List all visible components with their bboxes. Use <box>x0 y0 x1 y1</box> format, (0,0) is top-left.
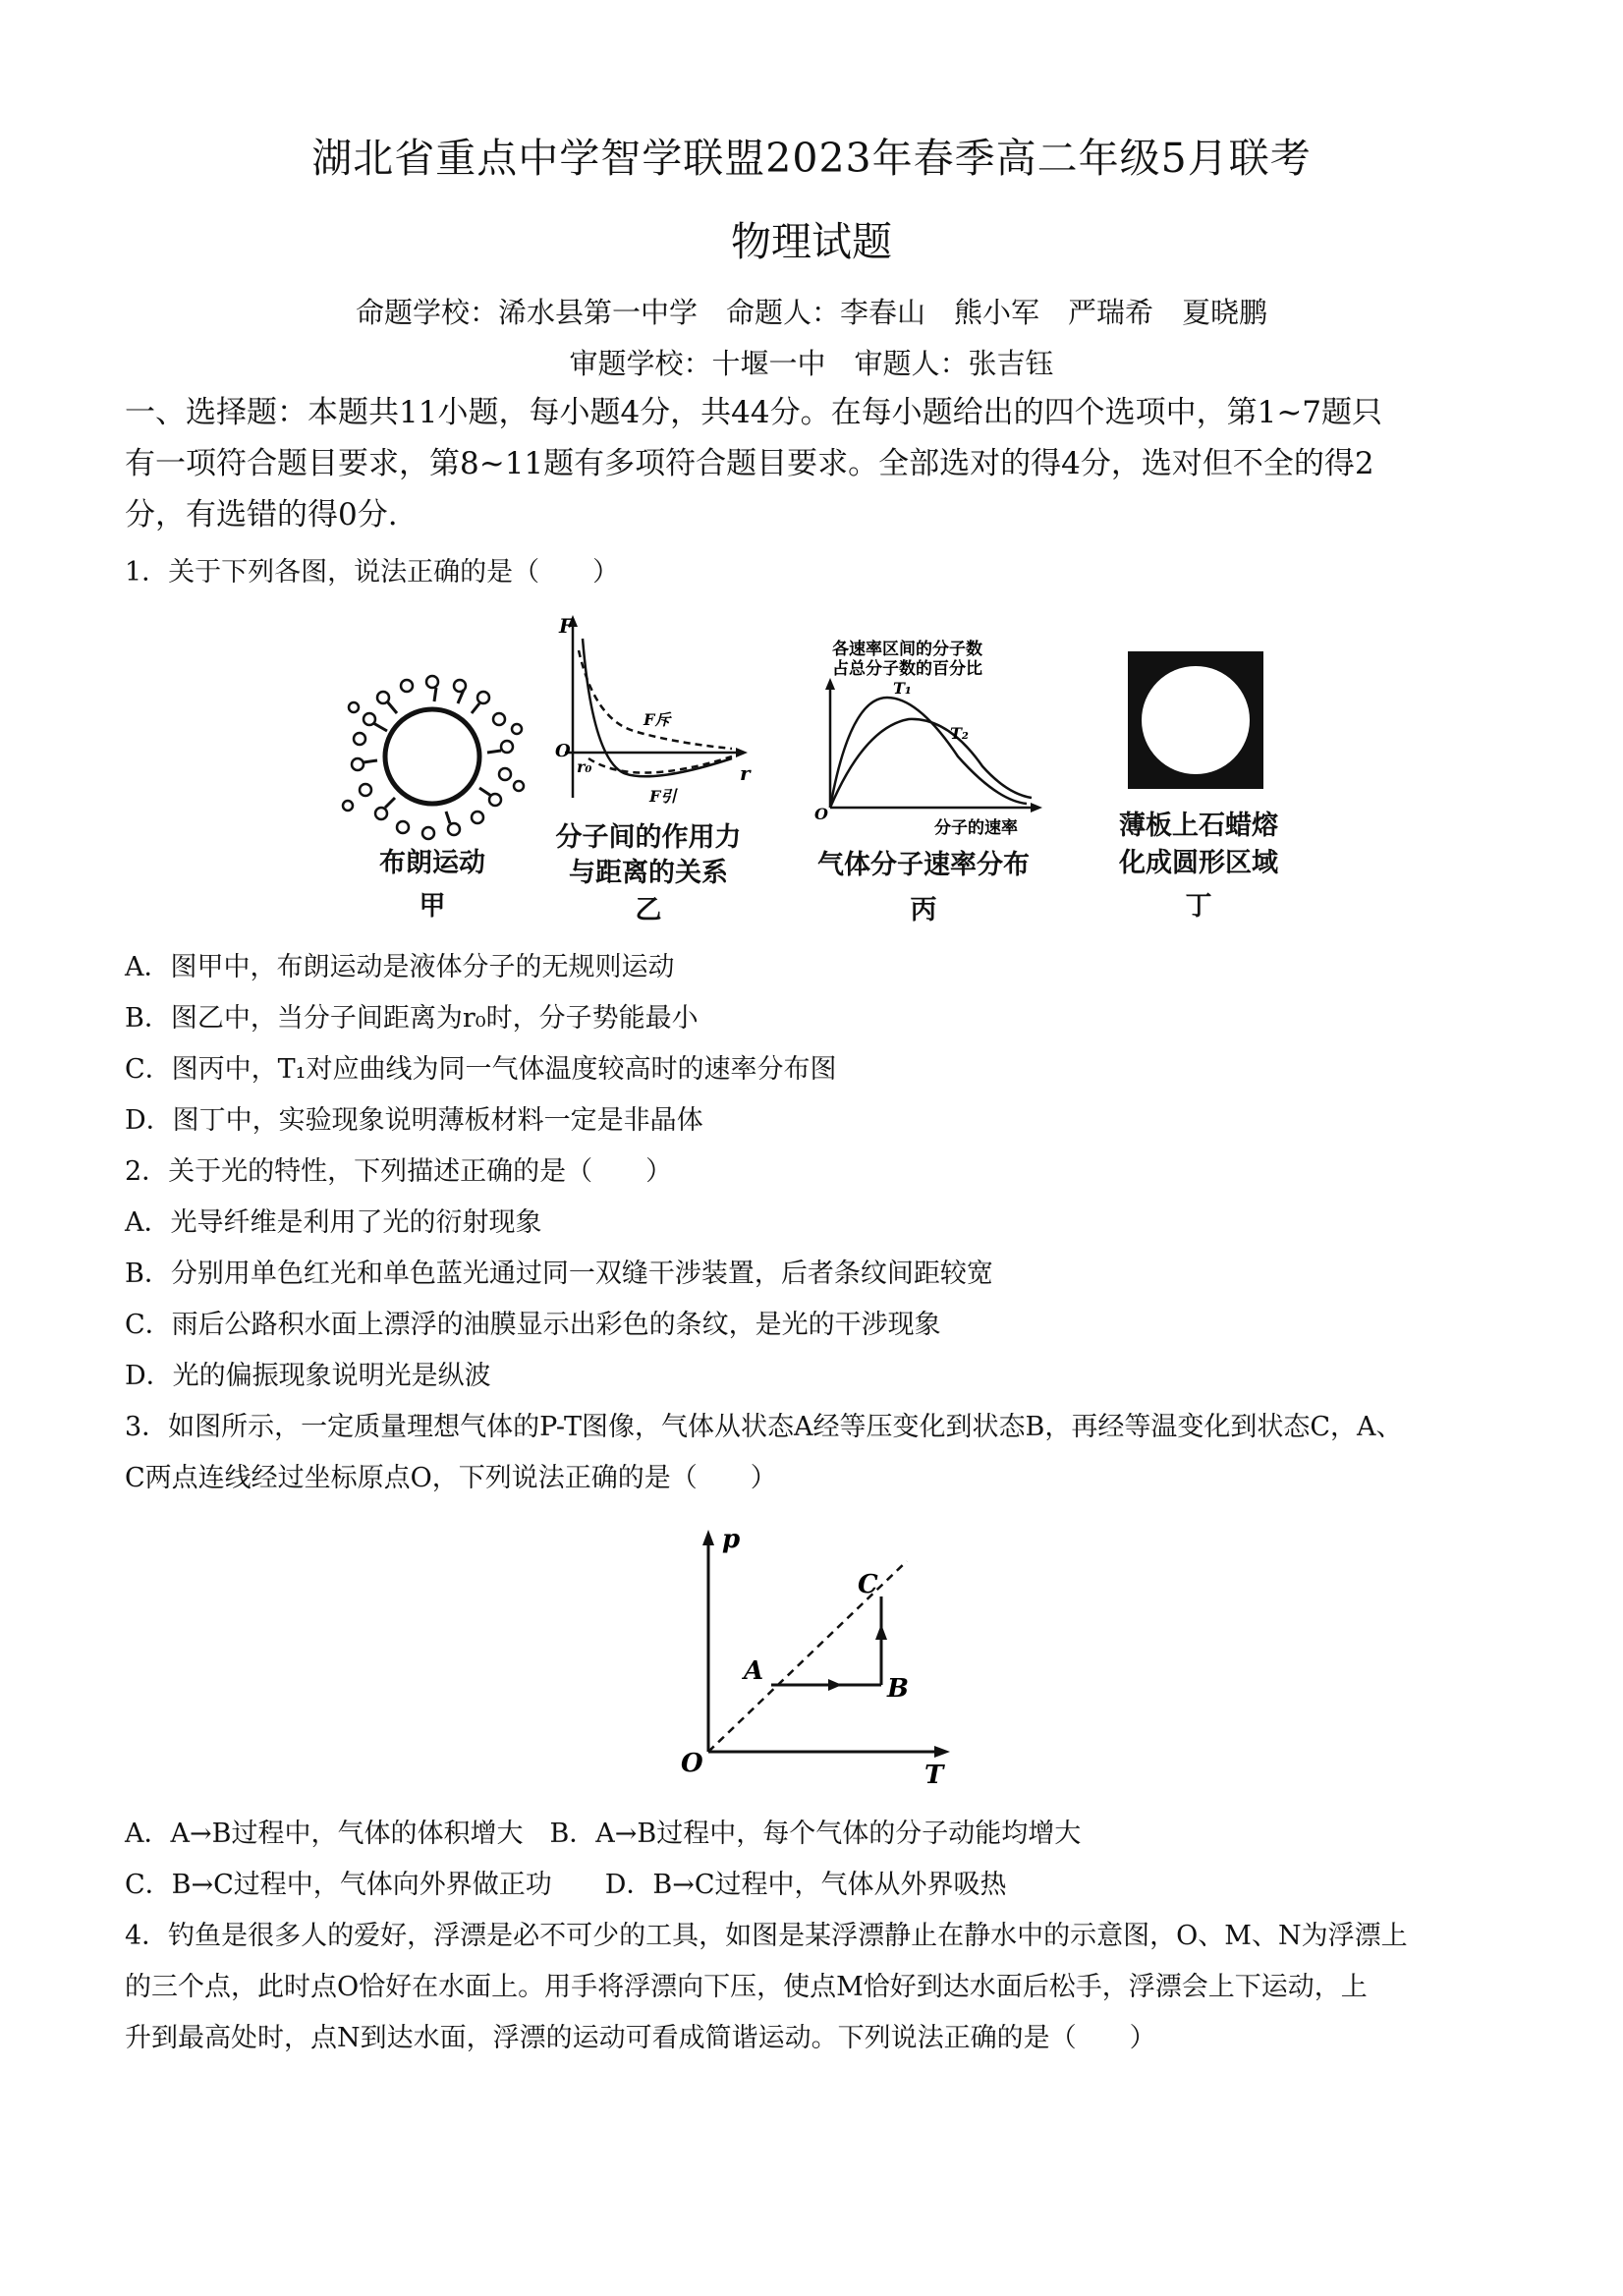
f-repulsive-label: F斥 <box>644 710 671 729</box>
q4-line-1: 4．钓鱼是很多人的爱好，浮漂是必不可少的工具，如图是某浮漂静止在静水中的示意图，O、M、N为浮漂上 <box>125 1921 1408 1951</box>
speed-ylabel-2: 占总分子数的百分比 <box>832 659 982 679</box>
figure-ding-tag: 丁 <box>1185 891 1212 922</box>
origin-label: O <box>555 741 571 761</box>
f-attractive-label: F引 <box>649 787 677 806</box>
q3-stem-line-1: 3．如图所示，一定质量理想气体的P-T图像，气体从状态A经等压变化到状态B，再经等温变化到状态C，A、 <box>125 1412 1403 1442</box>
axis-r-label: r <box>740 761 751 785</box>
b-point-label: B <box>887 1674 909 1704</box>
speed-origin-label: O <box>814 805 828 823</box>
author-line: 命题学校：浠水县第一中学 命题人：李春山 熊小军 严瑞希 夏晓鹏 <box>355 296 1267 329</box>
q2-option-d: D．光的偏振现象说明光是纵波 <box>125 1361 491 1391</box>
axis-f-label: F <box>559 614 574 638</box>
section-intro-line-1: 一、选择题：本题共11小题，每小题4分，共44分。在每小题给出的四个选项中，第1~7题只 <box>125 395 1383 430</box>
t1-label: T₁ <box>893 679 912 698</box>
q1-option-c: C．图丙中，T₁对应曲线为同一气体温度较高时的速率分布图 <box>125 1054 837 1085</box>
figure-yi-caption-2: 与距离的关系 <box>569 858 728 888</box>
q1-option-b: B．图乙中，当分子间距离为r₀时，分子势能最小 <box>125 1003 699 1034</box>
q3-options-cd: C．B→C过程中，气体向外界做正功 D．B→C过程中，气体从外界吸热 <box>125 1870 1007 1900</box>
o-point-label: O <box>681 1749 703 1778</box>
speed-ylabel-1: 各速率区间的分子数 <box>832 640 982 659</box>
c-point-label: C <box>858 1570 878 1599</box>
q2-stem: 2．关于光的特性，下列描述正确的是（ ） <box>125 1156 673 1187</box>
q3-options-ab: A．A→B过程中，气体的体积增大 B．A→B过程中，每个气体的分子动能均增大 <box>125 1819 1082 1849</box>
t-axis-label: T <box>924 1761 944 1788</box>
q4-line-2: 的三个点，此时点O恰好在水面上。用手将浮漂向下压，使点M恰好到达水面后松手，浮漂会上下运动，上 <box>125 1972 1368 2002</box>
figure-jia-caption: 布朗运动 <box>379 848 485 878</box>
section-intro-line-2: 有一项符合题目要求，第8~11题有多项符合题目要求。全部选对的得4分，选对但不全的得2 <box>125 446 1374 481</box>
figure-yi-tag: 乙 <box>635 895 662 925</box>
q2-option-a: A．光导纤维是利用了光的衍射现象 <box>125 1207 542 1238</box>
q2-option-b: B．分别用单色红光和单色蓝光通过同一双缝干涉装置，后者条纹间距较宽 <box>125 1259 993 1289</box>
t2-label: T₂ <box>950 724 969 743</box>
figure-ding-caption-2: 化成圆形区域 <box>1119 848 1278 878</box>
speed-xlabel: 分子的速率 <box>934 818 1018 835</box>
p-axis-label: p <box>722 1525 741 1554</box>
exam-title: 湖北省重点中学智学联盟2023年春季高二年级5月联考 <box>311 135 1312 182</box>
figure-pt-graph <box>673 1518 958 1788</box>
figure-speed-distribution <box>811 639 1046 835</box>
q1-stem: 1．关于下列各图，说法正确的是（ ） <box>125 557 620 588</box>
a-point-label: A <box>744 1656 764 1686</box>
q4-line-3: 升到最高处时，点N到达水面，浮漂的运动可看成简谐运动。下列说法正确的是（ ） <box>125 2023 1156 2053</box>
q3-stem-line-2: C两点连线经过坐标原点O，下列说法正确的是（ ） <box>125 1463 777 1493</box>
figure-bing-caption: 气体分子速率分布 <box>817 850 1030 880</box>
figure-ding-caption-1: 薄板上石蜡熔 <box>1119 811 1278 841</box>
exam-subject: 物理试题 <box>731 218 892 265</box>
figure-brownian-motion <box>334 668 531 845</box>
section-intro <box>125 387 1500 540</box>
figure-molecular-force <box>545 611 752 808</box>
figure-jia-tag: 甲 <box>419 891 446 922</box>
q2-option-c: C．雨后公路积水面上漂浮的油膜显示出彩色的条纹，是光的干涉现象 <box>125 1310 941 1340</box>
q1-option-a: A．图甲中，布朗运动是液体分子的无规则运动 <box>125 952 675 982</box>
figure-bing-tag: 丙 <box>910 895 937 925</box>
figure-wax-plate <box>1128 651 1263 789</box>
r0-label: r₀ <box>577 757 592 776</box>
figure-yi-caption-1: 分子间的作用力 <box>555 822 742 853</box>
q1-option-d: D．图丁中，实验现象说明薄板材料一定是非晶体 <box>125 1105 703 1136</box>
reviewer-line: 审题学校：十堰一中 审题人：张吉钰 <box>569 347 1054 380</box>
section-intro-line-3: 分，有选错的得0分. <box>125 497 398 532</box>
